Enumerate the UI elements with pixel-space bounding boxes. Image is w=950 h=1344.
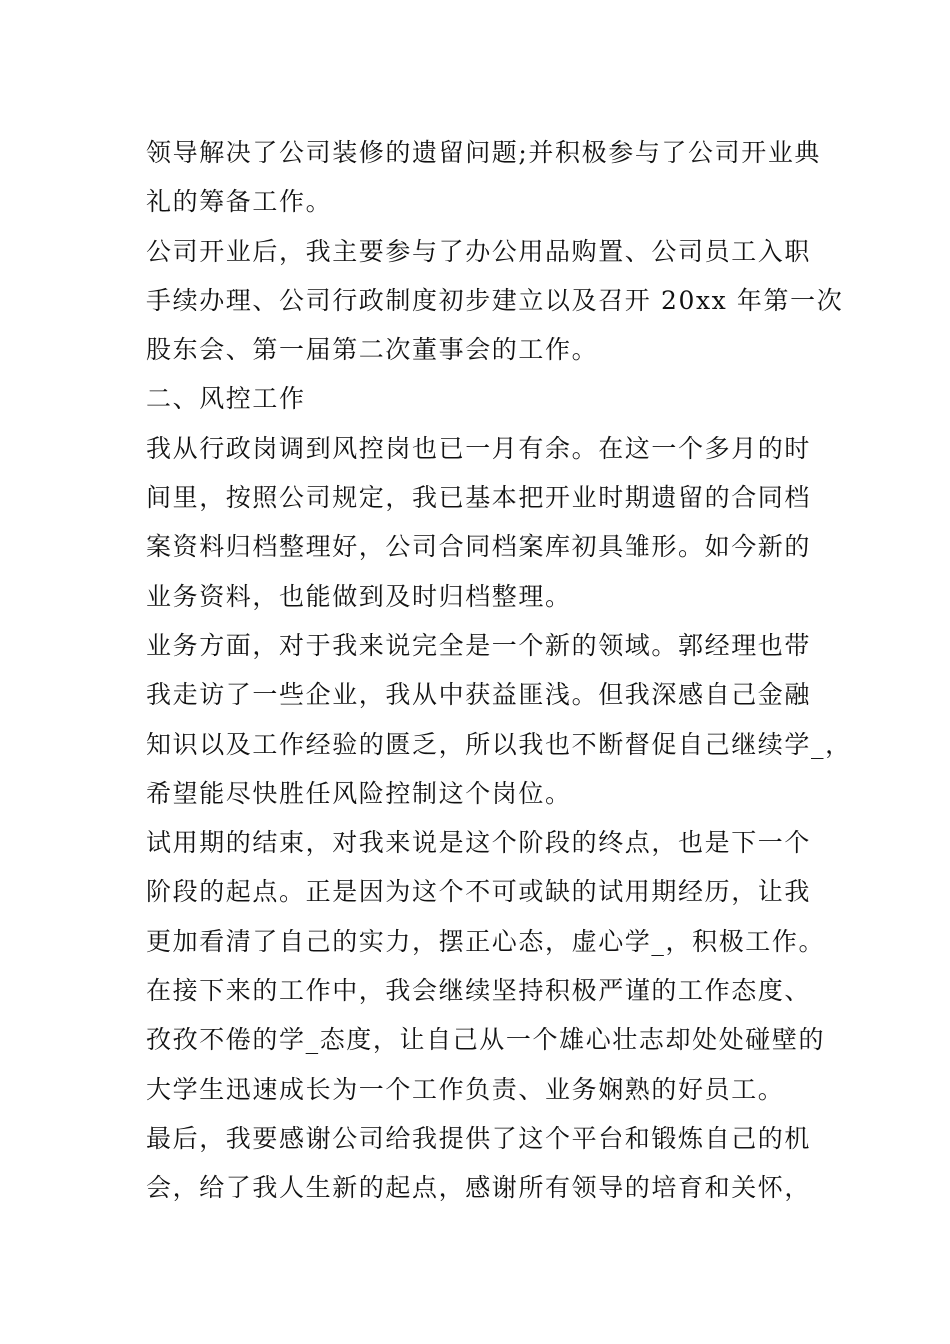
text-line: 孜孜不倦的学_态度，让自己从一个雄心壮志却处处碰壁的 [146,1025,826,1055]
text-line: 在接下来的工作中，我会继续坚持积极严谨的工作态度、 [146,976,812,1006]
text-line: 最后，我要感谢公司给我提供了这个平台和锻炼自己的机 [146,1123,812,1153]
text-line: 更加看清了自己的实力，摆正心态，虚心学_，积极工作。 [146,926,826,956]
document-body [146,128,852,1213]
text-line: 试用期的结束，对我来说是这个阶段的终点，也是下一个 [146,828,812,858]
text-line: 业务资料，也能做到及时归档整理。 [146,581,572,611]
text-line: 会，给了我人生新的起点，感谢所有领导的培育和关怀， [146,1173,812,1203]
text-line: 手续办理、公司行政制度初步建立以及召开 20xx 年第一次 [146,285,844,315]
text-line: 间里，按照公司规定，我已基本把开业时期遗留的合同档 [146,483,812,513]
text-line: 我从行政岗调到风控岗也已一月有余。在这一个多月的时 [146,433,812,463]
text-line: 公司开业后，我主要参与了办公用品购置、公司员工入职 [146,236,812,266]
text-line: 领导解决了公司装修的遗留问题;并积极参与了公司开业典 [146,138,822,167]
text-line: 案资料归档整理好，公司合同档案库初具雏形。如今新的 [146,532,812,562]
text-line: 知识以及工作经验的匮乏，所以我也不断督促自己继续学_， [146,729,852,759]
text-line: 股东会、第一届第二次董事会的工作。 [146,335,599,365]
text-line: 礼的筹备工作。 [146,187,333,217]
text-line: 阶段的起点。正是因为这个不可或缺的试用期经历，让我 [146,877,812,907]
text-line: 我走访了一些企业，我从中获益匪浅。但我深感自己金融 [146,680,812,710]
section-heading: 二、风控工作 [146,384,306,414]
text-line: 大学生迅速成长为一个工作负责、业务娴熟的好员工。 [146,1074,785,1104]
text-line: 希望能尽快胜任风险控制这个岗位。 [146,778,572,808]
text-line: 业务方面，对于我来说完全是一个新的领域。郭经理也带 [146,630,812,660]
